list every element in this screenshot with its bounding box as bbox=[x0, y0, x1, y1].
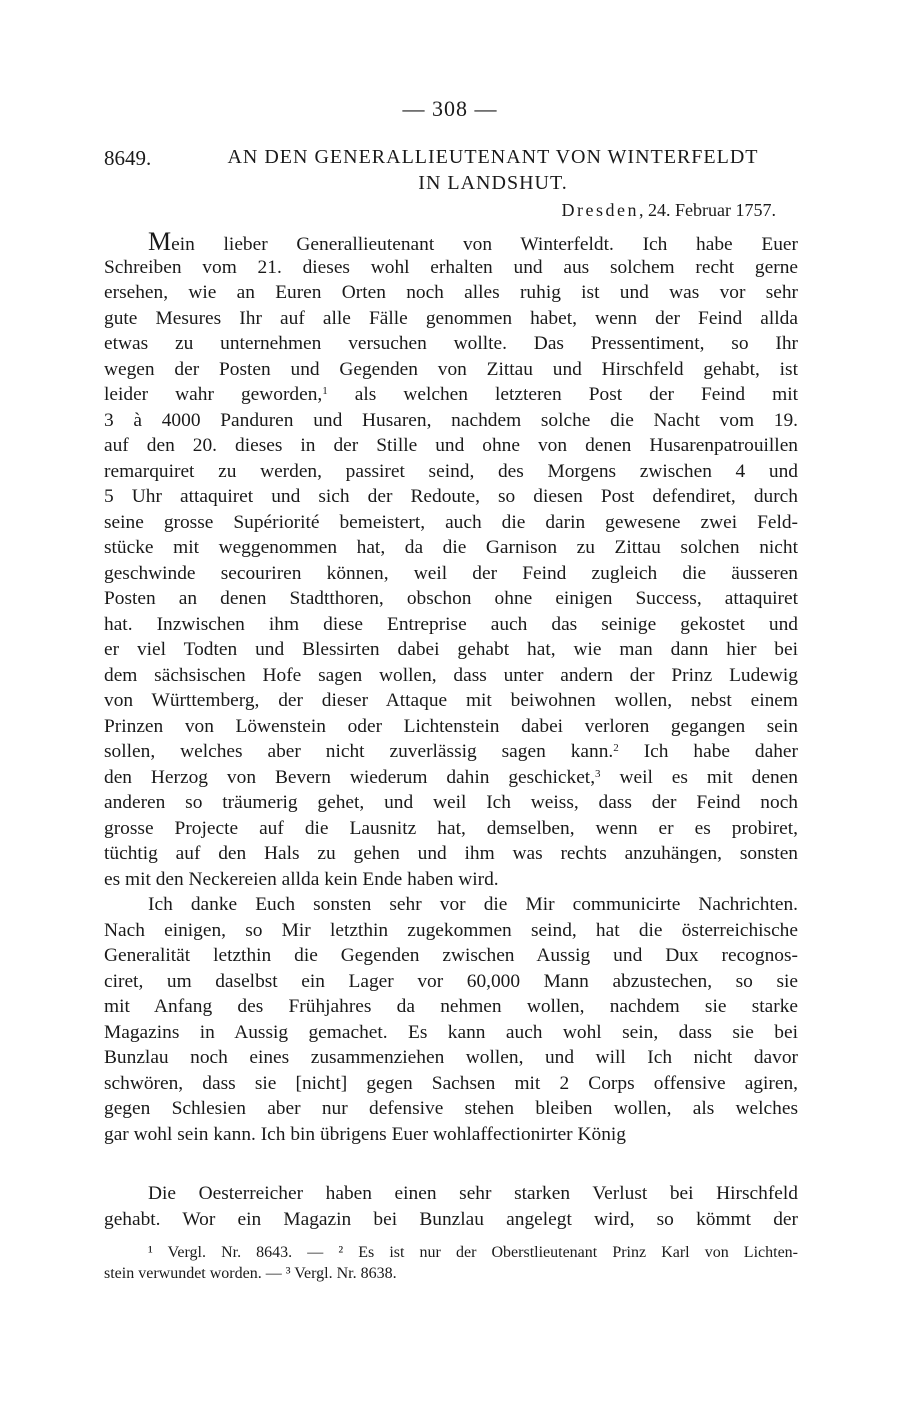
letter-body bbox=[104, 229, 798, 1232]
paragraph-1-line: Mein lieber Generallieutenant von Winterfeldt. Ich habe Euer bbox=[148, 227, 798, 256]
letter-number: 8649. bbox=[104, 146, 152, 170]
page-number: — 308 — bbox=[402, 96, 498, 121]
paragraph-2-line: gegen Schlesien aber nur defensive stehen bleiben wollen, als welches bbox=[104, 1098, 798, 1119]
paragraph-1-line: von Württemberg, der dieser Attaque mit beiwohnen wollen, nebst einem bbox=[104, 690, 798, 711]
paragraph-1-line: hat. Inzwischen ihm diese Entreprise auch das seinige gekostet und bbox=[104, 613, 798, 635]
footnote-ref-1[interactable]: 1 bbox=[322, 385, 328, 397]
paragraph-1-line: es mit den Neckereien allda kein Ende haben wird. bbox=[104, 868, 499, 890]
paragraph-1-line: seine grosse Supériorité bemeistert, auch die darin gewesene zwei Feld- bbox=[104, 511, 798, 533]
paragraph-1-line: grosse Projecte auf die Lausnitz hat, demselben, wenn er es probiret, bbox=[104, 817, 798, 839]
dateline bbox=[562, 200, 776, 221]
paragraph-1-line: geschwinde secouriren können, weil der Feind zugleich die äusseren bbox=[104, 562, 798, 584]
paragraph-1-line: Posten an denen Stadtthoren, obschon ohne einigen Success, attaquiret bbox=[104, 588, 798, 609]
footnote-ref-3[interactable]: 3 bbox=[595, 767, 601, 780]
paragraph-2-line: gar wohl sein kann. Ich bin übrigens Euer wohlaffectionirter König bbox=[104, 1123, 626, 1145]
paragraph-1-line: remarquiret zu werden, passiret seind, des Morgens zwischen 4 und bbox=[104, 460, 798, 482]
paragraph-1-line: er viel Todten und Blessirten dabei gehabt hat, wie man dann hier bei bbox=[104, 639, 798, 660]
paragraph-1-line: wegen der Posten und Gegenden von Zittau und Hirschfeld gehabt, ist bbox=[104, 358, 798, 380]
letter-heading-line-2: IN LANDSHUT. bbox=[418, 172, 568, 194]
postscript-line: gehabt. Wor ein Magazin bei Bunzlau angelegt wird, so kömmt der bbox=[104, 1208, 798, 1230]
drop-initial: M bbox=[148, 227, 172, 256]
postscript-line: Die Oesterreicher haben einen sehr starken Verlust bei Hirschfeld bbox=[148, 1183, 798, 1204]
paragraph-1-line: den Herzog von Bevern wiederum dahin geschicket,$^3$ weil es mit denen bbox=[104, 766, 798, 788]
paragraph-1-line: sollen, welches aber nicht zuverlässig sagen kann.$^2$ Ich habe daher bbox=[104, 741, 798, 762]
paragraph-1-line: anderen so träumerig gehet, und weil Ich weiss, dass der Feind noch bbox=[104, 792, 798, 813]
paragraph-2-line: Bunzlau noch eines zusammenziehen wollen, und will Ich nicht davor bbox=[104, 1047, 798, 1068]
paragraph-1-line: 5 Uhr attaquiret und sich der Redoute, so diesen Post defendiret, durch bbox=[104, 486, 798, 507]
paragraph-2-line: schwören, dass sie [nicht] gegen Sachsen mit 2 Corps offensive agiren, bbox=[104, 1072, 798, 1094]
paragraph-1-line: Prinzen von Löwenstein oder Lichtenstein dabei verloren gegangen sein bbox=[104, 715, 798, 737]
paragraph-2-line: Nach einigen, so Mir letzthin zugekommen seind, hat die österreichische bbox=[104, 919, 798, 941]
paragraph-gap bbox=[104, 1147, 798, 1181]
paragraph-1-line: ersehen, wie an Euren Orten noch alles ruhig ist und was vor sehr bbox=[104, 282, 798, 303]
paragraph-1-line: dem sächsischen Hofe sagen wollen, dass unter andern der Prinz Ludewig bbox=[104, 664, 798, 686]
dateline-place: Dresden bbox=[561, 200, 640, 220]
paragraph-1-line: auf den 20. dieses in der Stille und ohne von denen Husarenpatrouillen bbox=[104, 435, 798, 456]
paragraph-2-line: Magazins in Aussig gemachet. Es kann auch wohl sein, dass sie bei bbox=[104, 1021, 798, 1043]
paragraph-2-line: Ich danke Euch sonsten sehr vor die Mir communicirte Nachrichten. bbox=[148, 894, 798, 915]
dateline-date: , 24. Februar 1757. bbox=[639, 200, 776, 220]
paragraph-2-line: Generalität letzthin die Gegenden zwischen Aussig und Dux recognos- bbox=[104, 945, 798, 966]
footnotes bbox=[104, 1242, 798, 1284]
footnote-line: stein verwundet worden. — ³ Vergl. Nr. 8638. bbox=[104, 1265, 397, 1282]
footnote-ref-2[interactable]: 2 bbox=[613, 742, 619, 754]
paragraph-2-line: ciret, um daselbst ein Lager vor 60,000 Mann abzustechen, so sie bbox=[104, 970, 798, 992]
paragraph-1-line: leider wahr geworden,$^1$ als welchen letzteren Post der Feind mit bbox=[104, 384, 798, 405]
paragraph-1-line: stücke mit weggenommen hat, da die Garnison zu Zittau solchen nicht bbox=[104, 537, 798, 558]
paragraph-1-line: etwas zu unternehmen versuchen wollte. Das Pressentiment, so Ihr bbox=[104, 333, 798, 354]
letter-heading-line-1: AN DEN GENERALLIEUTENANT VON WINTERFELDT bbox=[227, 146, 759, 168]
paragraph-2-line: mit Anfang des Frühjahres da nehmen wollen, nachdem sie starke bbox=[104, 996, 798, 1017]
paragraph-1-line: tüchtig auf den Hals zu gehen und ihm was rechts anzuhängen, sonsten bbox=[104, 843, 798, 864]
footnote-line: ¹ Vergl. Nr. 8643. — ² Es ist nur der Oberstlieutenant Prinz Karl von Lichten- bbox=[148, 1244, 798, 1261]
paragraph-1-line: gute Mesures Ihr auf alle Fälle genommen habet, wenn der Feind allda bbox=[104, 307, 798, 329]
paragraph-1-line: 3 à 4000 Panduren und Husaren, nachdem solche die Nacht vom 19. bbox=[104, 409, 798, 431]
paragraph-1-line: Schreiben vom 21. dieses wohl erhalten und aus solchem recht gerne bbox=[104, 256, 798, 278]
